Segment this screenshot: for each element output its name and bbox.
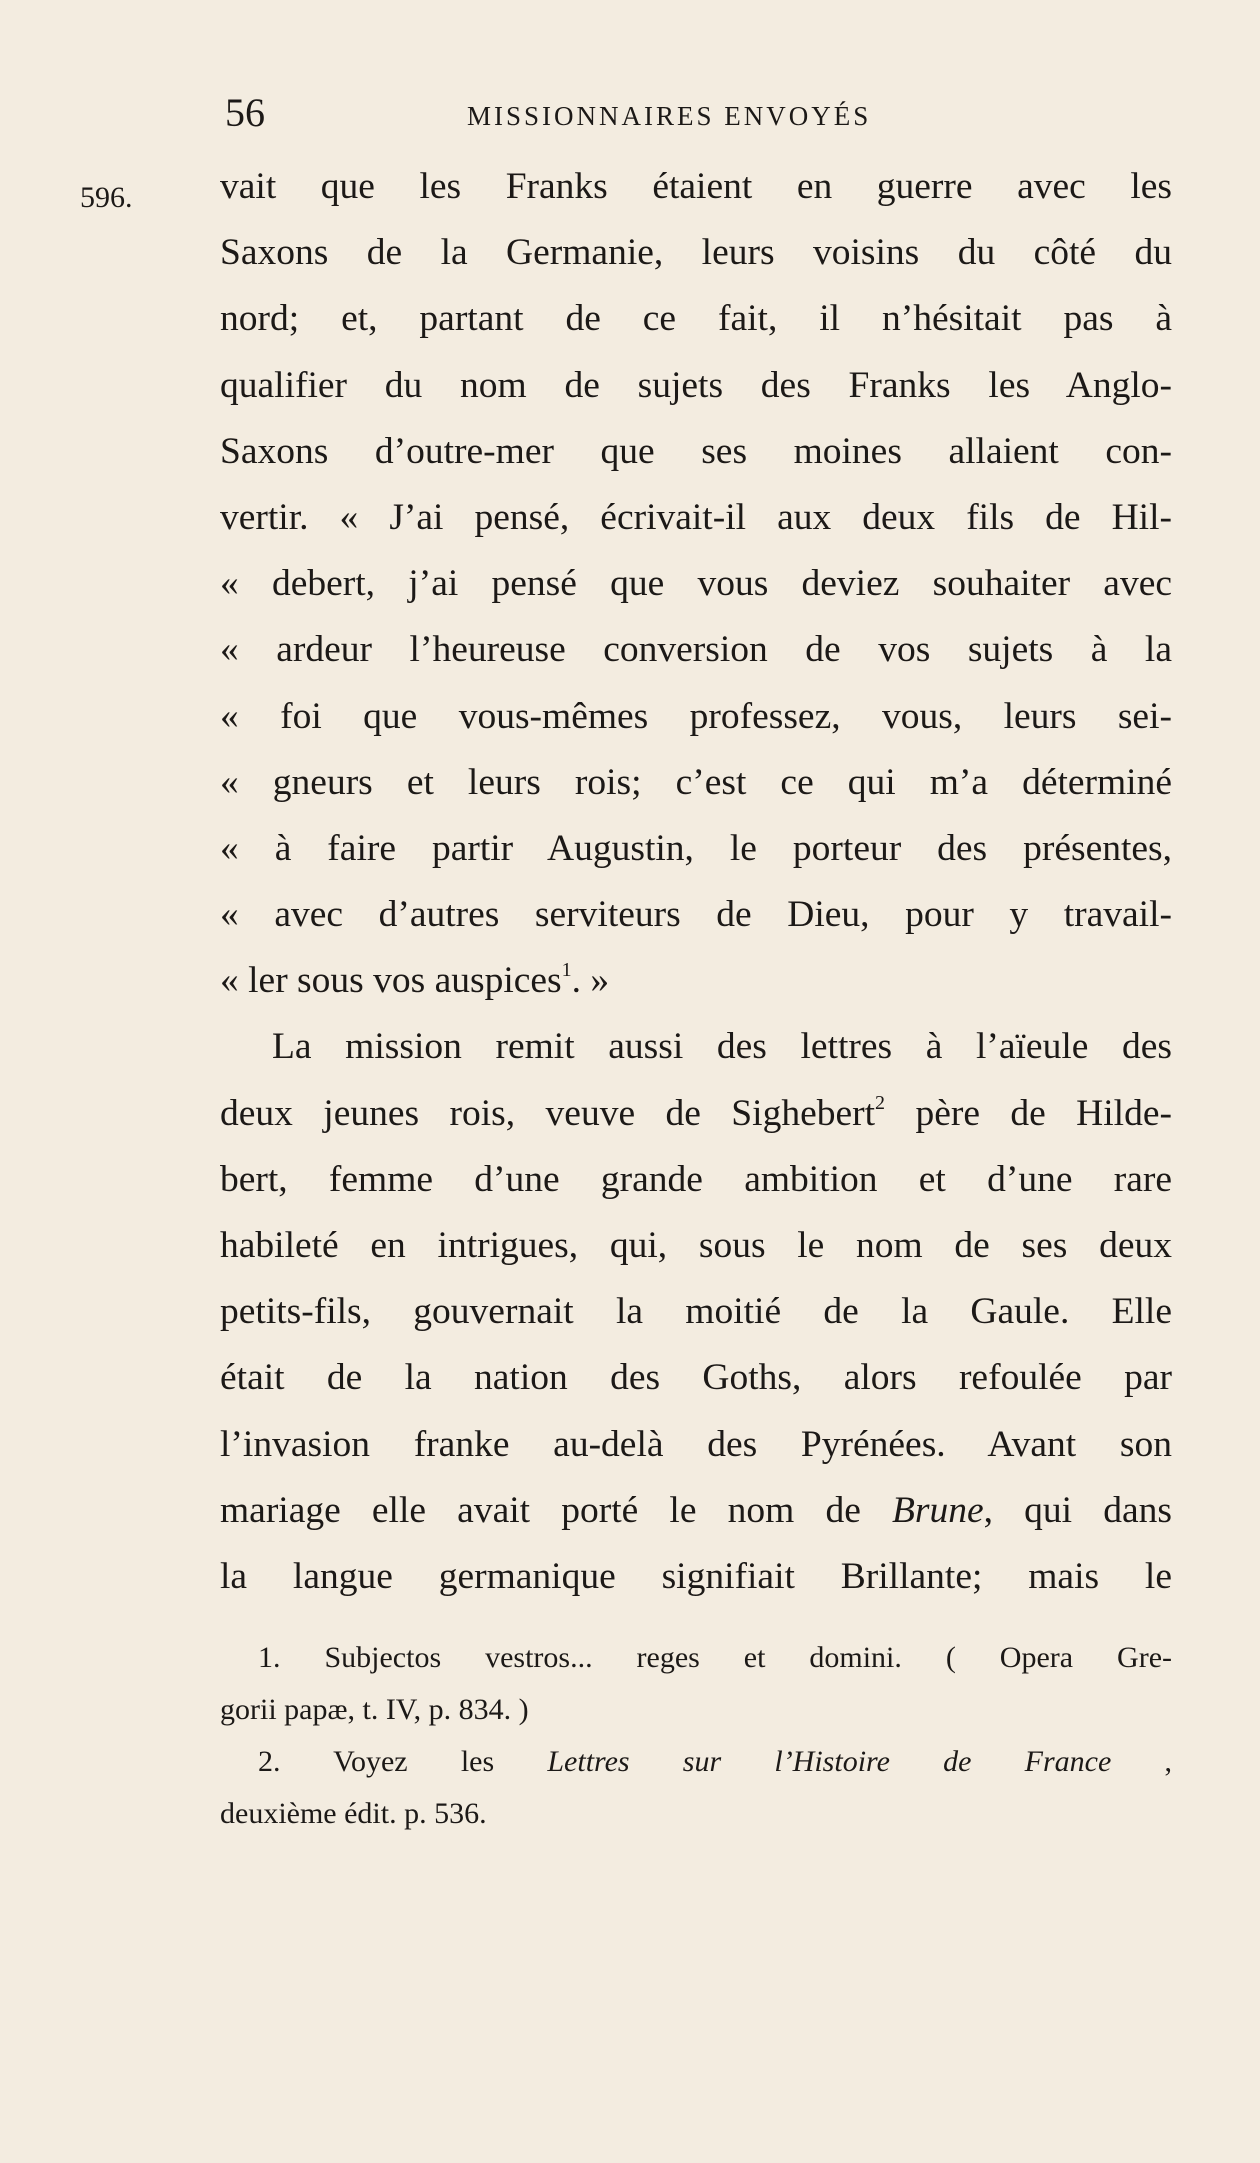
text-line: « à faire partir Augustin, le porteur des présentes, [220,827,1172,869]
margin-year: 596. [80,181,133,214]
text-line [220,1478,1172,1544]
text-segment: deux jeunes rois, veuve de Sighebert [220,1092,876,1134]
text-line [220,1081,1172,1147]
footnote-2-line: deuxième édit. p. 536. [220,1797,487,1830]
page-number: 56 [225,90,265,135]
text-line: La mission remit aussi des lettres à l’aïeule des [272,1026,1172,1068]
text-segment: . » [571,960,610,1002]
text-line: était de la nation des Goths, alors refoulée par [220,1357,1172,1399]
footnotes [220,1632,1172,1840]
text-segment: mariage elle avait porté le nom de [220,1489,861,1531]
text-line: l’invasion franke au-delà des Pyrénées. Avant son [220,1423,1172,1465]
text-segment: père de Hilde- [885,1092,1172,1134]
text-line: « avec d’autres serviteurs de Dieu, pour y travail- [220,894,1172,936]
footnote-ref-1: 1 [561,959,572,982]
text-line: habileté en intrigues, qui, sous le nom de ses deux [220,1225,1172,1266]
text-line: la langue germanique signifiait Brillante; mais le [220,1555,1172,1597]
text-line: « ardeur l’heureuse conversion de vos sujets à la [220,629,1172,671]
footnote-2-line [220,1736,1172,1788]
text-line: « gneurs et leurs rois; c’est ce qui m’a déterminé [220,761,1172,803]
text-line [220,948,1172,1014]
text-line: vait que les Franks étaient en guerre avec les [220,166,1172,207]
text-line: nord; et, partant de ce fait, il n’hésitait pas à [220,298,1172,340]
text-segment: « ler sous vos auspices [220,960,562,1002]
text-line: vertir. « J’ai pensé, écrivait-il aux deux fils de Hil- [220,496,1172,538]
footnote-1-line: 1. Subjectos vestros... reges et domini. ( Opera Gre- [258,1641,1172,1674]
text-line: petits-fils, gouvernait la moitié de la Gaule. Elle [220,1291,1172,1333]
text-segment: 2. Voyez les [258,1745,548,1778]
text-line: bert, femme d’une grande ambition et d’une rare [220,1158,1172,1200]
text-segment: , qui dans [983,1489,1172,1531]
italic-title: Lettres sur l’Histoire de France [547,1745,1112,1778]
text-line: « foi que vous-mêmes professez, vous, leurs sei- [220,695,1172,737]
text-segment: , [1111,1745,1172,1778]
running-title: MISSIONNAIRES ENVOYÉS [467,101,872,131]
text-line: « debert, j’ai pensé que vous deviez souhaiter avec [220,563,1172,605]
footnote-1-line: gorii papæ, t. IV, p. 834. ) [220,1693,529,1726]
text-line: Saxons d’outre-mer que ses moines allaient con- [220,430,1172,472]
main-text [220,154,1172,1610]
footnote-ref-2: 2 [875,1091,886,1114]
page-header [225,88,945,138]
text-line: Saxons de la Germanie, leurs voisins du côté du [220,232,1172,274]
text-line: qualifier du nom de sujets des Franks les Anglo- [220,364,1172,406]
italic-name: Brune [892,1489,984,1531]
